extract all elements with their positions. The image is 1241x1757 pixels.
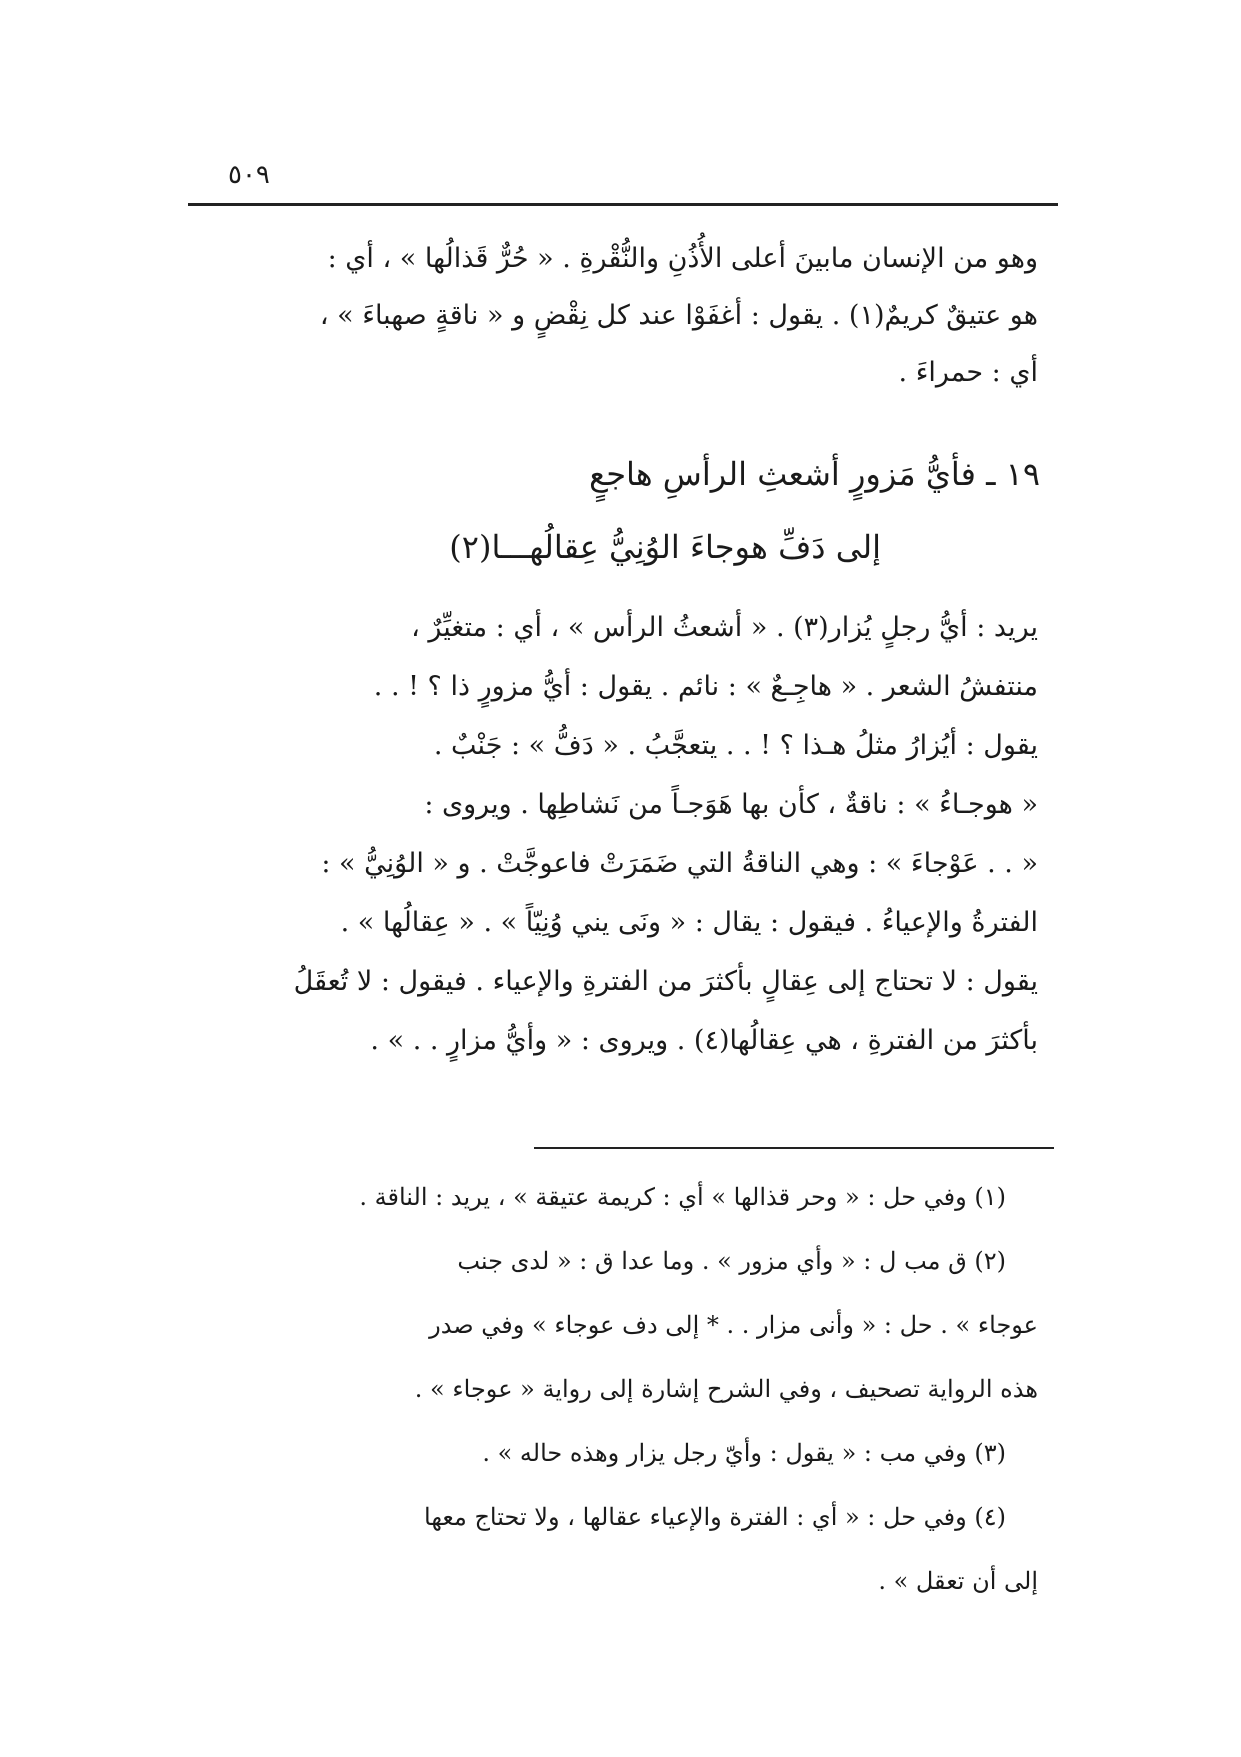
- footnote-line: عوجاء » . حل : « وأنى مزار . . * إلى دف عوجاء » وفي صدر: [429, 1311, 1038, 1339]
- footnote-line: إلى أن تعقل » .: [878, 1567, 1038, 1595]
- text-line: منتفشُ الشعر . « هاجِـعٌ » : نائم . يقول : أيُّ مزورٍ ذا ؟ ! . .: [373, 671, 1038, 702]
- footnote-line: (٣) وفي مب : « يقول : وأيّ رجل يزار وهذه حاله » .: [482, 1439, 1006, 1467]
- footnote-rule: [534, 1147, 1054, 1149]
- text-line: هو عتيقٌ كريمٌ(١) . يقول : أغفَوْا عند كل نِقْضٍ و « ناقةٍ صهباءَ » ،: [319, 300, 1038, 331]
- commentary-paragraph-2: [190, 598, 1038, 1070]
- text-line: أي : حمراءَ .: [898, 357, 1038, 388]
- header-rule: [188, 203, 1058, 206]
- footnote-line: (١) وفي حل : « وحر قذالها » أي : كريمة عتيقة » ، يريد : الناقة .: [359, 1183, 1006, 1211]
- text-line: بأكثرَ من الفترةِ ، هي عِقالُها(٤) . ويروى : « وأيُّ مزارٍ . . » .: [370, 1025, 1038, 1056]
- verse-first-hemistich: ١٩ ـ فأيُّ مَزورٍ أشعثِ الرأسِ هاجعٍ: [589, 455, 1040, 493]
- text-line: يقول : لا تحتاج إلى عِقالٍ بأكثرَ من الفترةِ والإعياء . فيقول : لا تُعقَلُ: [293, 966, 1038, 997]
- footnote-line: (٤) وفي حل : « أي : الفترة والإعياء عقالها ، ولا تحتاج معها: [424, 1503, 1006, 1531]
- commentary-paragraph-1: [190, 230, 1038, 401]
- text-line: يريد : أيُّ رجلٍ يُزار(٣) . « أشعثُ الرأس » ، أي : متغيِّرٌ ،: [411, 612, 1038, 643]
- page-number: ٥٠٩: [228, 160, 270, 190]
- text-line: الفترةُ والإعياءُ . فيقول : يقال : « ونَى يني وُنِيّاً » . « عِقالُها » .: [340, 907, 1038, 938]
- footnotes: [190, 1165, 1038, 1613]
- text-line: يقول : أيُزارُ مثلُ هـذا ؟ ! . . يتعجَّبُ . « دَفُّ » : جَنْبٌ .: [433, 730, 1038, 761]
- text-line: « هوجـاءُ » : ناقةٌ ، كأن بها هَوَجـاً من نَشاطِها . ويروى :: [424, 789, 1038, 820]
- footnote-line: (٢) ق مب ل : « وأي مزور » . وما عدا ق : « لدى جنب: [457, 1247, 1006, 1275]
- text-line: وهو من الإنسان مابينَ أعلى الأُذُنِ والنُّقْرةِ . « حُرٌّ قَذالُها » ، أي :: [327, 243, 1038, 274]
- footnote-line: هذه الرواية تصحيف ، وفي الشرح إشارة إلى رواية « عوجاء » .: [414, 1375, 1038, 1403]
- verse-second-hemistich: إلى دَفِّ هوجاءَ الوُنِيُّ عِقالُهـــا(٢): [449, 528, 881, 566]
- text-line: « . . عَوْجاءَ » : وهي الناقةُ التي ضَمَرَتْ فاعوجَّتْ . و « الوُنِيُّ » :: [321, 848, 1038, 879]
